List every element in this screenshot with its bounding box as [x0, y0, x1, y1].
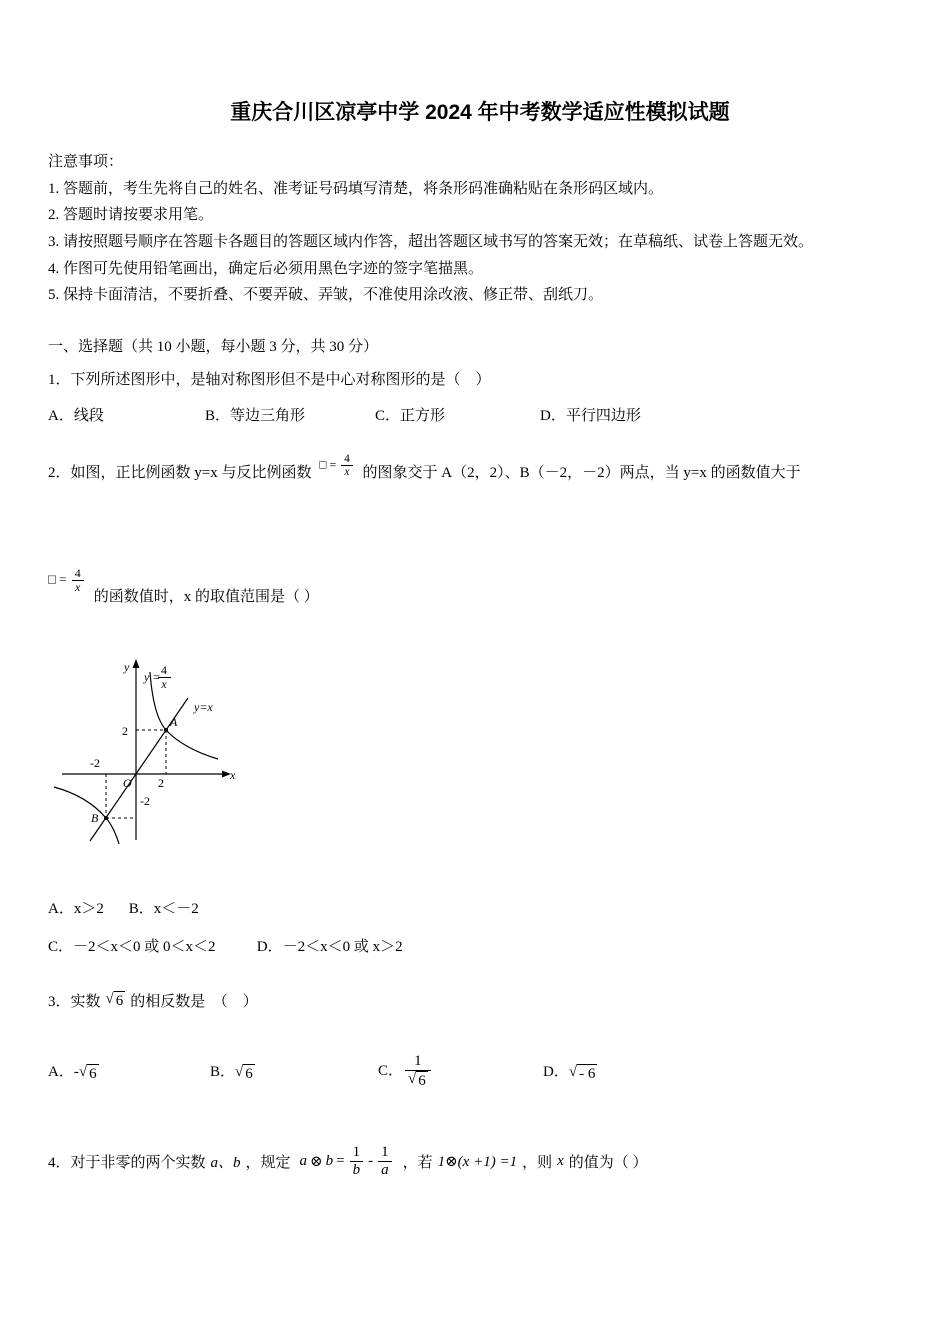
tick-x-2: 2 — [158, 776, 164, 791]
variables: a、b — [210, 1154, 241, 1171]
notice-heading: 注意事项： — [48, 154, 124, 170]
q2-figure — [48, 654, 258, 850]
missing-glyph-box: □ — [48, 571, 56, 587]
sqrt-expression: √ 6 — [235, 1063, 253, 1082]
hyperbola-branch-1 — [150, 672, 218, 759]
missing-glyph-box: □ — [319, 456, 327, 471]
point-a-label: A — [170, 715, 178, 730]
question-3 — [48, 990, 912, 1090]
notice-item: 4. 作图可先使用铅笔画出，确定后必须用黑色字迹的签字笔描黑。 — [48, 260, 484, 277]
question-2-options-line2 — [48, 935, 912, 961]
point-b-dot — [104, 816, 108, 820]
notice-item: 1. 答题前，考生先将自己的姓名、准考证号码填写清楚，将条形码准确粘贴在条形码区域内。 — [48, 180, 664, 197]
x-axis-label: x — [230, 768, 236, 783]
option-c: C． 1 √ 6 — [378, 1053, 543, 1090]
equals-sign: = — [59, 571, 67, 587]
stem-text: 3．实数 — [48, 994, 101, 1011]
notice-item: 5. 保持卡面清洁，不要折叠、不要弄破、弄皱，不准使用涂改液、修正带、刮纸刀。 — [48, 287, 604, 304]
option-d: D． √ - 6 — [543, 1063, 596, 1082]
line-label: y=x — [194, 700, 213, 715]
y-axis-label: y — [124, 660, 130, 675]
stem-text: ，若 — [402, 1154, 433, 1171]
question-4-stem — [48, 1144, 912, 1178]
point-a-dot — [164, 728, 168, 732]
stem-text: 2．如图，正比例函数 y=x 与反比例函数 — [48, 464, 312, 481]
stem-text: 的函数值时，x 的取值范围是（ ） — [93, 589, 319, 606]
question-2-stem — [48, 452, 912, 487]
question-2-stem-line2 — [48, 565, 912, 606]
stem-text: ，规定 — [245, 1154, 291, 1171]
hyperbola-label-num: 4 — [161, 663, 167, 678]
origin-label: O — [123, 776, 132, 791]
point-b-label: B — [91, 811, 99, 826]
notice-item: 2. 答题时请按要求用笔。 — [48, 207, 214, 224]
minus-sign: - — [368, 1152, 374, 1169]
fraction: $\frac{4}{x}$ — [341, 453, 353, 478]
fraction: $\frac{1}{b}$ — [350, 1144, 364, 1178]
otimes-operator: ⊗ — [310, 1153, 323, 1170]
option-b: B．x＜－2 — [128, 901, 199, 918]
option-b: B． √ 6 — [210, 1063, 253, 1082]
question-1 — [48, 368, 912, 425]
question-2-options-line1 — [48, 897, 912, 923]
stem-text: ，则 — [522, 1154, 553, 1171]
option-a: A．x＞2 — [48, 901, 104, 918]
fraction: 1 √ 6 — [405, 1053, 431, 1090]
option-a: A．- √ 6 — [48, 1063, 97, 1082]
hyperbola-label: y = — [144, 670, 161, 685]
sqrt-expression: √ 6 — [408, 1070, 426, 1089]
option-d: D．－2＜x＜0 或 x＞2 — [256, 938, 403, 955]
notice-section — [48, 150, 912, 309]
notice-item: 3. 请按照题号顺序在答题卡各题目的答题区域内作答，超出答题区域书写的答案无效；在草稿纸、试卷上答题无效。 — [48, 233, 814, 250]
question-2-figure-wrap — [48, 654, 912, 855]
tick-x-neg2: -2 — [90, 756, 100, 771]
inline-formula — [48, 567, 86, 594]
fraction: $\frac{4}{x}$ — [72, 567, 84, 594]
question-1-options — [48, 404, 912, 425]
hyperbola-branch-3 — [54, 787, 119, 844]
variable-x: x — [557, 1152, 564, 1169]
question-2 — [48, 452, 912, 960]
sqrt-expression: √ 6 — [78, 1063, 97, 1082]
question-3-options — [48, 1053, 912, 1090]
equals-sign: = — [336, 1152, 345, 1169]
stem-text: 4．对于非零的两个实数 — [48, 1154, 206, 1171]
section-1-heading: 一、选择题（共 10 小题，每小题 3 分，共 30 分） — [48, 338, 379, 355]
stem-text: 的值为（ ） — [568, 1154, 648, 1171]
inline-formula — [319, 453, 355, 478]
question-1-stem: 1．下列所述图形中，是轴对称图形但不是中心对称图形的是（ ） — [48, 372, 491, 389]
sqrt-expression: √ - 6 — [568, 1063, 596, 1082]
page-title: 重庆合川区凉亭中学 2024 年中考数学适应性模拟试题 — [230, 101, 730, 124]
equals-sign: = — [329, 456, 337, 471]
fraction: $\frac{1}{a}$ — [378, 1144, 392, 1178]
condition-formula: 1⊗(x +1) =1 — [437, 1153, 518, 1170]
stem-text: 的图象交于 A（2，2）、B（－2，－2）两点，当 y=x 的函数值大于 — [362, 464, 801, 481]
option-a: A．线段 — [48, 407, 104, 424]
question-3-stem — [48, 990, 912, 1011]
hyperbola-label-den: x — [161, 677, 167, 692]
option-c: C．－2＜x＜0 或 0＜x＜2 — [48, 938, 216, 955]
stem-text: 的相反数是 （ ） — [130, 994, 258, 1011]
defined-operation-formula: a ⊗ b = $\frac{1}{b}$ - $\frac{1}{a}$ — [300, 1144, 394, 1178]
option-d: D．平行四边形 — [540, 407, 641, 424]
option-b: B．等边三角形 — [205, 407, 306, 424]
question-4 — [48, 1144, 912, 1178]
tick-y-neg2: -2 — [140, 794, 150, 809]
tick-y-2: 2 — [122, 724, 128, 739]
sqrt-expression: √ 6 — [105, 990, 124, 1009]
option-c: C．正方形 — [375, 407, 446, 424]
y-axis-arrow — [133, 659, 140, 668]
